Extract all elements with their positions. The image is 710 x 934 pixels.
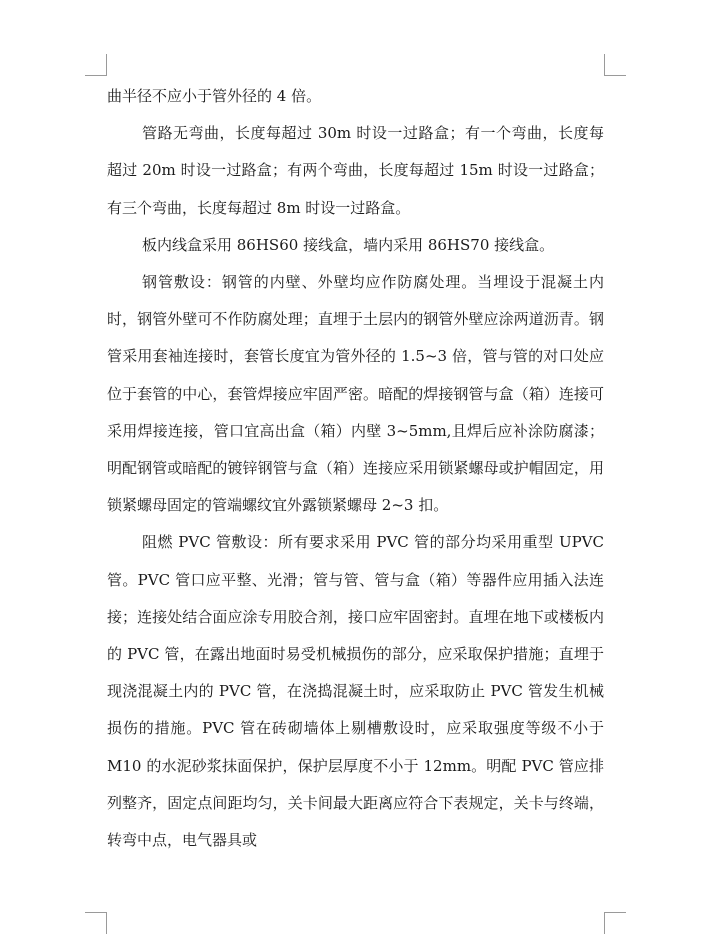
paragraph-pull-box-spacing: 管路无弯曲，长度每超过 30m 时设一过路盒；有一个弯曲，长度每超过 20m 时设一过路盒；有两个弯曲，长度每超过 15m 时设一过路盒；有三个弯曲，长度每超过 8m 时设一过路盒。 <box>107 124 604 217</box>
crop-mark-bottom-left <box>85 912 107 934</box>
paragraph-steel-conduit: 钢管敷设：钢管的内壁、外壁均应作防腐处理。当埋设于混凝土内时，钢管外壁可不作防腐处理；直埋于土层内的钢管外壁应涂两道沥青。钢管采用套袖连接时，套管长度宜为管外径的 1.5~3 倍，管与管的对口处应位于套管的中心，套管焊接应牢固严密。暗配的焊接钢管与盒（箱）连接可采用焊接连接，管口宜高出盒（箱）内壁 3~5mm,且焊后应补涂防腐漆；明配钢管或暗配的镀锌钢管与盒（箱）连接应采用锁紧螺母或护帽固定，用锁紧螺母固定的管端螺纹宜外露锁紧螺母 2~3 扣。 <box>107 273 604 515</box>
crop-mark-bottom-right <box>604 912 626 934</box>
paragraph-junction-box: 板内线盒采用 86HS60 接线盒，墙内采用 86HS70 接线盒。 <box>142 235 555 254</box>
crop-mark-top-left <box>85 54 107 76</box>
document-body <box>107 78 604 859</box>
paragraph-continuation: 曲半径不应小于管外径的 4 倍。 <box>107 87 322 105</box>
paragraph-pvc-conduit: 阻燃 PVC 管敷设：所有要求采用 PVC 管的部分均采用重型 UPVC 管。PVC 管口应平整、光滑；管与管、管与盒（箱）等器件应用插入法连接；连接处结合面应涂专用胶合剂，接口应牢固密封。直埋在地下或楼板内的 PVC 管，在露出地面时易受机械损伤的部分，应采取保护措施；直埋于现浇混凝土内的 PVC 管，在浇捣混凝土时，应采取防止 PVC 管发生机械损伤的措施。PVC 管在砖砌墙体上剔槽敷设时，应采取强度等级不小于 M10 的水泥砂浆抹面保护，保护层厚度不小于 12mm。明配 PVC 管应排列整齐，固定点间距均匀，关卡间最大距离应符合下表规定，关卡与终端，转弯中点，电气器具或 <box>107 533 604 850</box>
crop-mark-top-right <box>604 54 626 76</box>
